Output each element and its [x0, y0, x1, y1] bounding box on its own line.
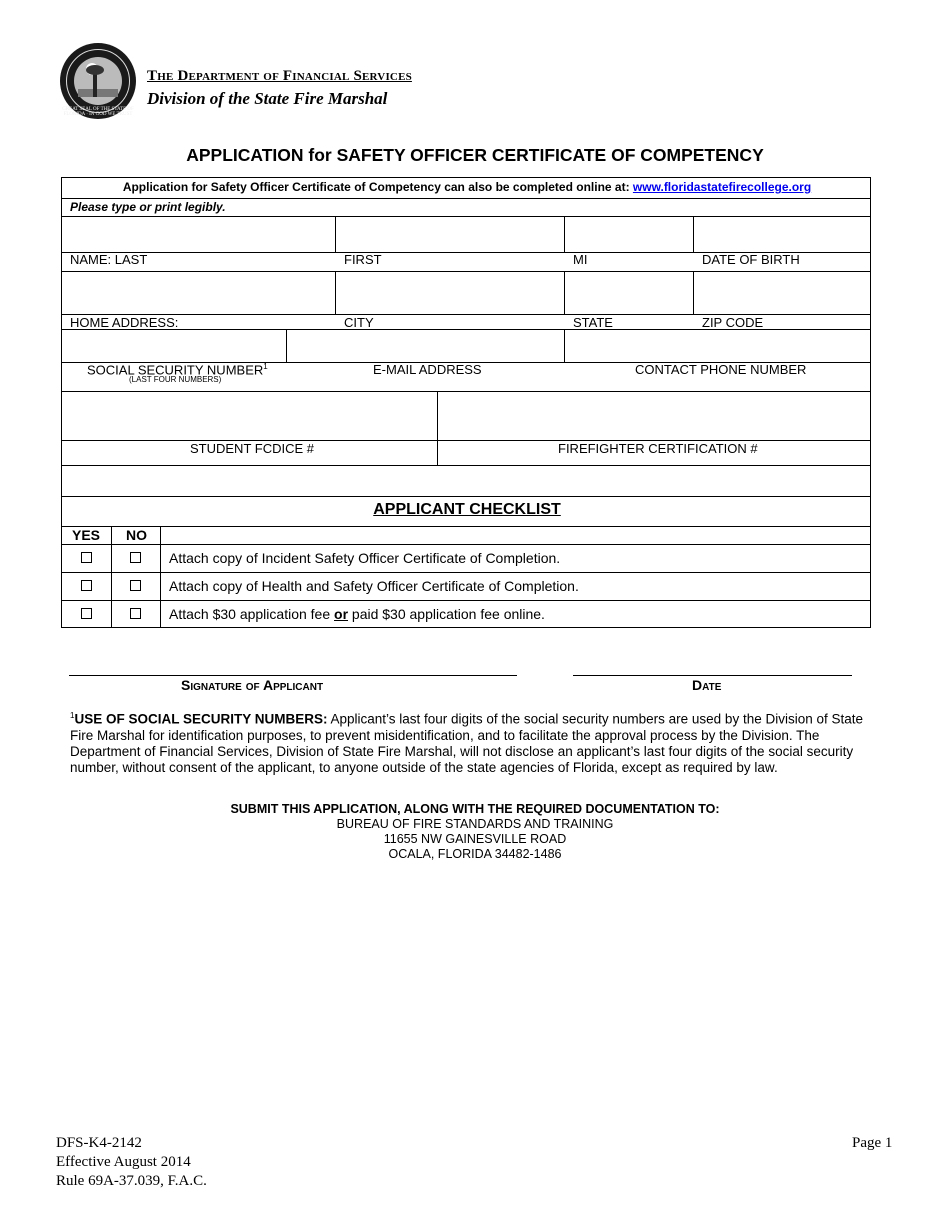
- page-title: APPLICATION for SAFETY OFFICER CERTIFICATE OF COMPETENCY: [186, 145, 764, 165]
- rule-reference: Rule 69A-37.039, F.A.C.: [56, 1173, 207, 1189]
- submit-line-3: OCALA, FLORIDA 34482-1486: [388, 847, 562, 861]
- submit-line-2: 11655 NW GAINESVILLE ROAD: [383, 832, 567, 846]
- label-last-name: NAME: LAST: [70, 252, 148, 267]
- label-ssn: SOCIAL SECURITY NUMBER$^1$: [87, 362, 268, 378]
- checkbox-no-2[interactable]: [130, 580, 141, 591]
- label-state: STATE: [573, 315, 613, 330]
- legibly-instruction: Please type or print legibly.: [70, 200, 226, 214]
- seal-text: GREAT SEAL OF THE STATE OF FLORIDA · IN GOD WE TRUST: [62, 107, 134, 117]
- label-firefighter-cert: FIREFIGHTER CERTIFICATION #: [558, 441, 758, 456]
- checklist-yes-header: YES: [72, 527, 101, 543]
- florida-seal-logo: [60, 43, 136, 119]
- checklist-item-2: Attach copy of Health and Safety Officer Certificate of Completion.: [169, 578, 579, 594]
- checkbox-no-3[interactable]: [130, 608, 141, 619]
- effective-date: Effective August 2014: [56, 1154, 191, 1170]
- submit-line-1: BUREAU OF FIRE STANDARDS AND TRAINING: [336, 817, 614, 831]
- department-name: The Department of Financial Services: [147, 68, 412, 84]
- label-city: CITY: [344, 315, 374, 330]
- ssn-use-note: $^1$USE OF SOCIAL SECURITY NUMBERS: Applicant’s last four digits of the social security numbers are used by the Division of State Fire Marshal for identification purposes, to prevent misidentification, and to facilitate the approval process by the Division. The Department of Financial Services, Division of State Fire Marshal, will not disclose an applicant’s last four digits of the social security number, without consent of the applicant, to anyone outside of the state agencies of Florida, except as required by law.: [70, 711, 864, 775]
- form-number: DFS-K4-2142: [56, 1135, 142, 1151]
- checkbox-yes-2[interactable]: [81, 580, 92, 591]
- submit-heading: SUBMIT THIS APPLICATION, ALONG WITH THE REQUIRED DOCUMENTATION TO:: [230, 802, 720, 816]
- label-home-address: HOME ADDRESS:: [70, 315, 179, 330]
- label-mi: MI: [573, 252, 588, 267]
- signature-line[interactable]: [69, 675, 517, 676]
- label-email: E-MAIL ADDRESS: [373, 362, 482, 377]
- checklist-item-1: Attach copy of Incident Safety Officer Certificate of Completion.: [169, 550, 561, 566]
- date-label: Date: [692, 677, 722, 693]
- label-dob: DATE OF BIRTH: [702, 252, 800, 267]
- division-name: Division of the State Fire Marshal: [147, 89, 388, 108]
- checklist-title: APPLICANT CHECKLIST: [373, 501, 561, 518]
- application-form: [61, 177, 871, 628]
- checklist-item-3: Attach $30 application fee or paid $30 application fee online.: [169, 606, 545, 622]
- page-number: Page 1: [852, 1135, 893, 1151]
- label-fcdice: STUDENT FCDICE #: [190, 441, 314, 456]
- label-phone: CONTACT PHONE NUMBER: [635, 362, 807, 377]
- date-line[interactable]: [573, 675, 852, 676]
- checklist-no-header: NO: [126, 527, 147, 543]
- label-ssn-sub: (LAST FOUR NUMBERS): [129, 375, 222, 384]
- checkbox-yes-3[interactable]: [81, 608, 92, 619]
- checkbox-yes-1[interactable]: [81, 552, 92, 563]
- form-info: [56, 1134, 207, 1191]
- checkbox-no-1[interactable]: [130, 552, 141, 563]
- signature-label: Signature of Applicant: [181, 677, 324, 693]
- label-zip: ZIP CODE: [702, 315, 764, 330]
- label-first-name: FIRST: [344, 252, 382, 267]
- online-notice: Application for Safety Officer Certificate of Competency can also be completed online at: www.floridastatefirecollege.org: [122, 180, 812, 194]
- submit-instructions: [0, 802, 950, 862]
- online-link[interactable]: www.floridastatefirecollege.org: [632, 180, 812, 194]
